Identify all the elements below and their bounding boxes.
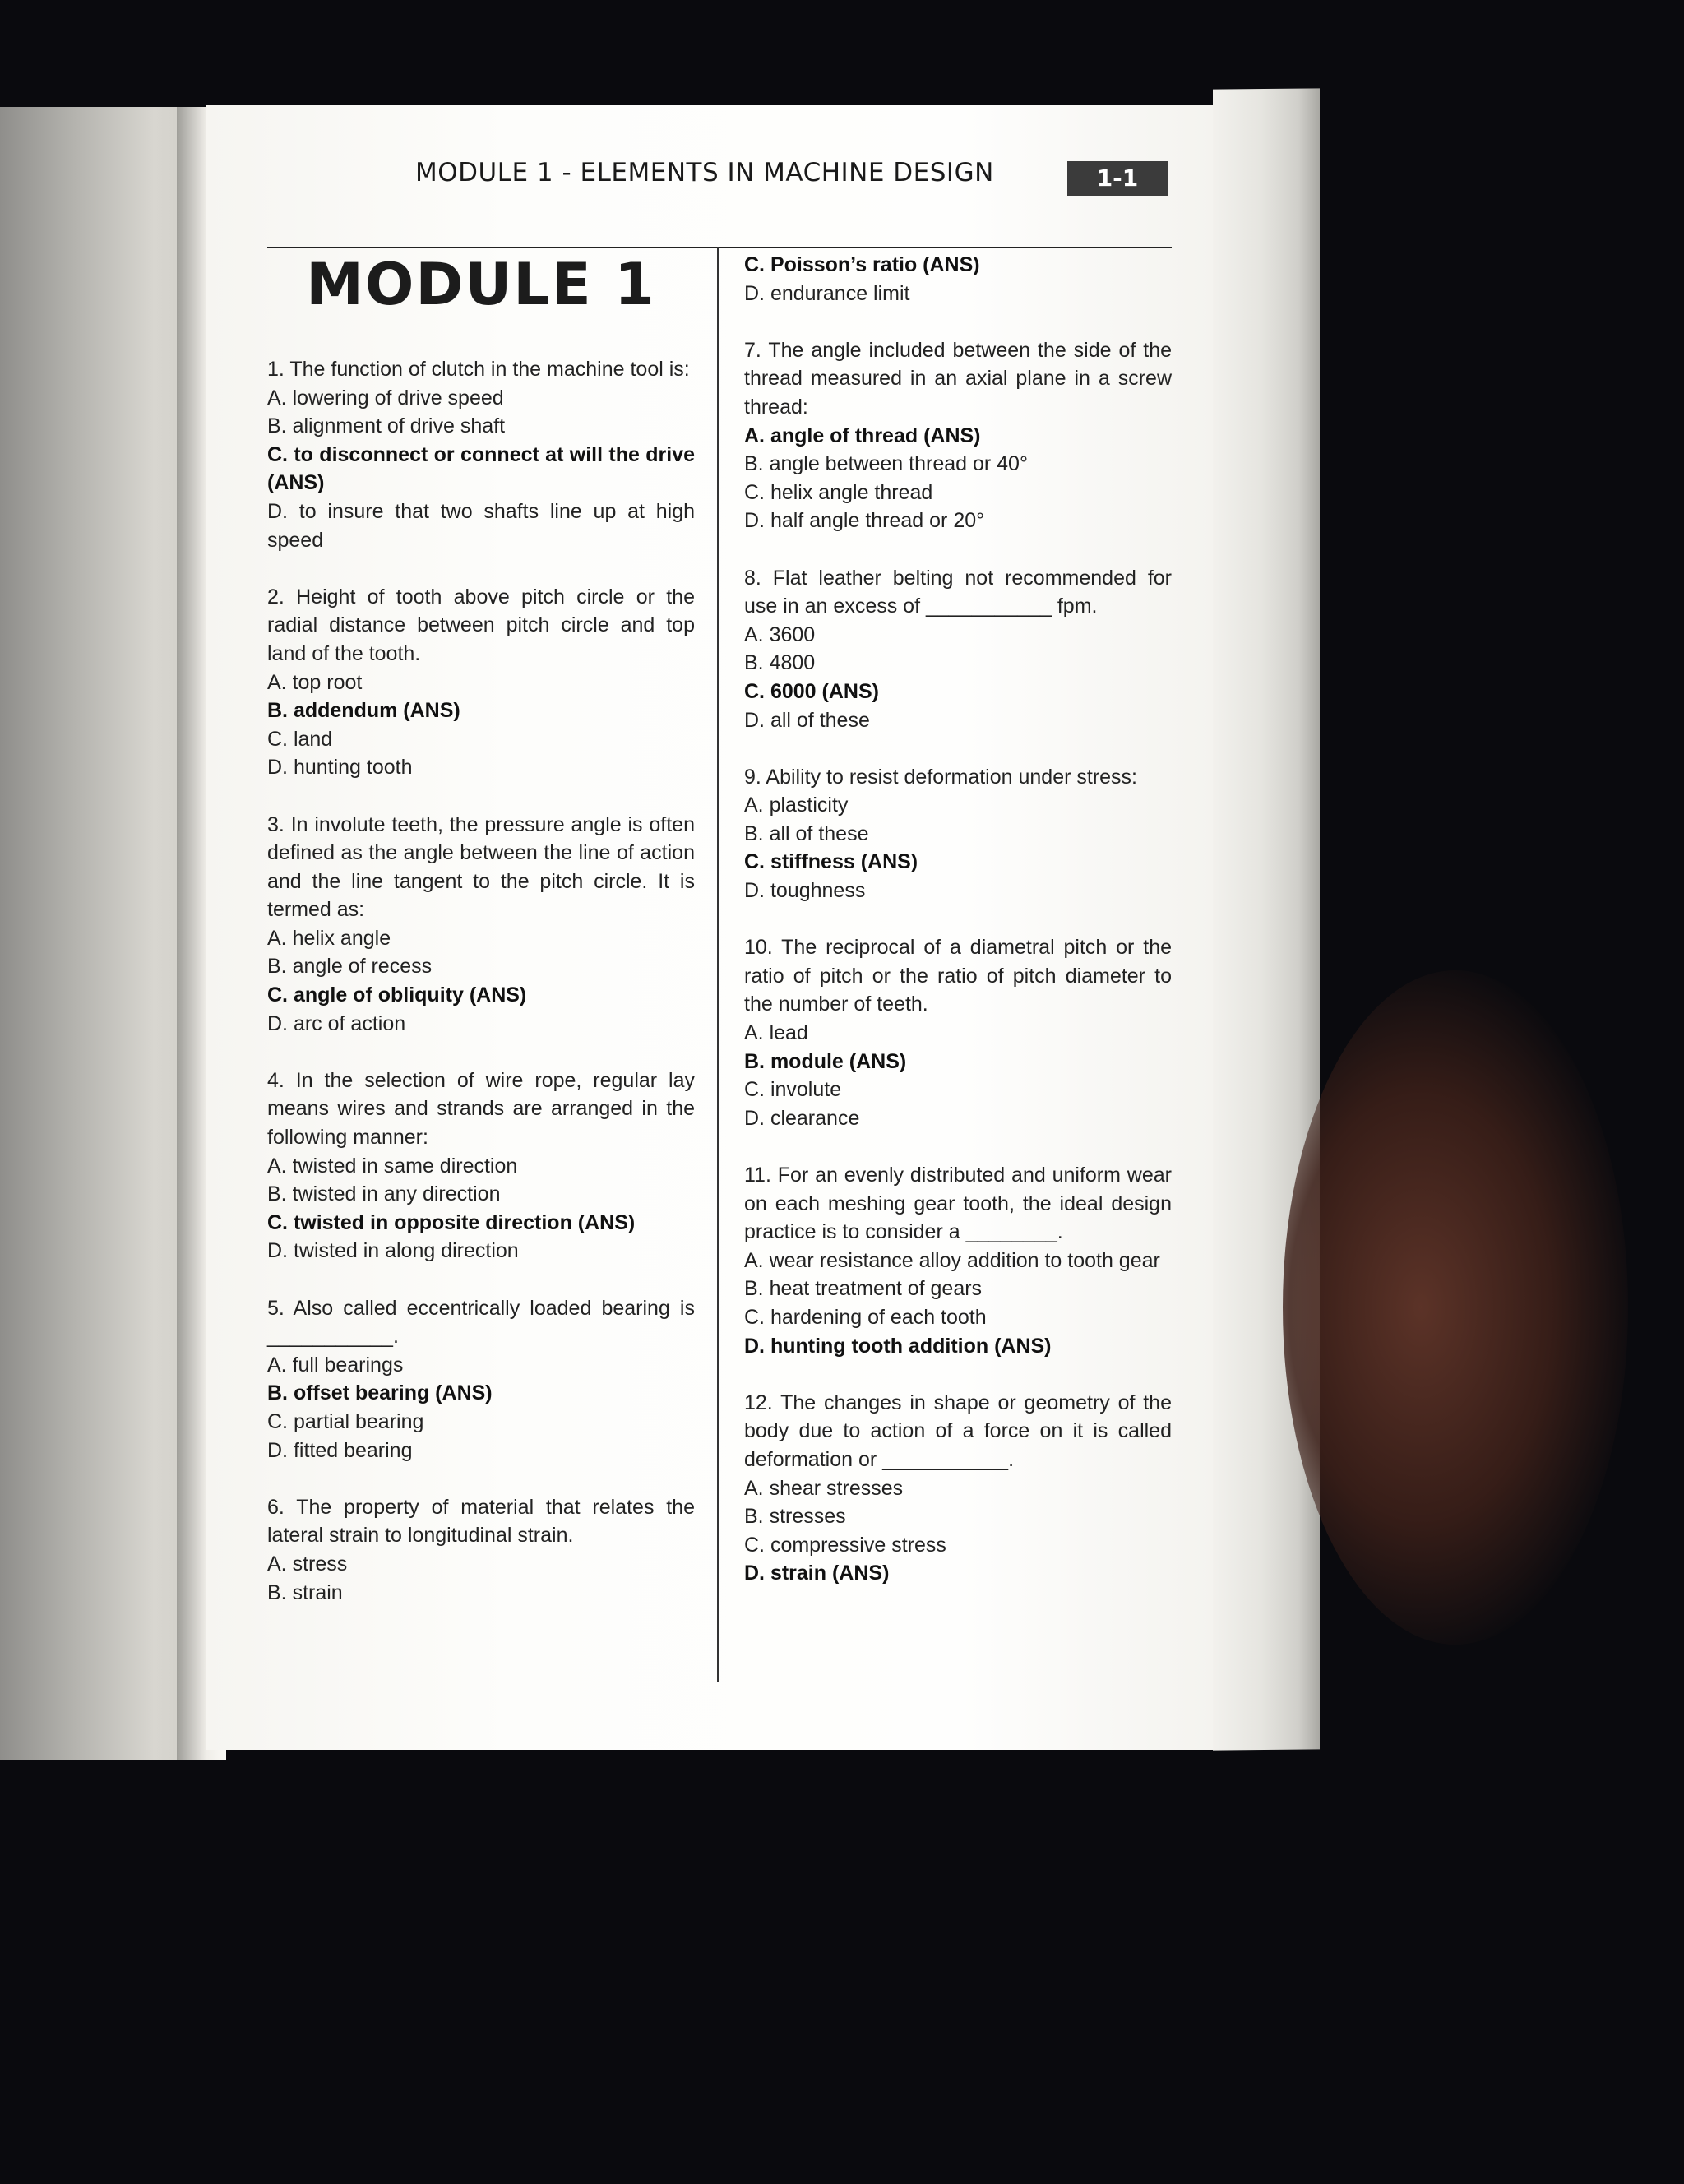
left-question-column xyxy=(267,355,695,1636)
choice-option: B. strain xyxy=(267,1580,343,1604)
answer-choice: B. addendum (ANS) xyxy=(267,699,460,723)
choice-option: D. arc of action xyxy=(267,1011,406,1035)
question-text: 6. The property of material that relates the lateral strain to longitudinal strain. xyxy=(267,1495,695,1548)
choice-option: A. helix angle xyxy=(267,926,391,950)
page-edge-curl xyxy=(1213,88,1320,1750)
question-text: 8. Flat leather belting not recommended for use in an excess of ___________ fpm. xyxy=(744,566,1172,618)
question-block xyxy=(744,933,1172,1132)
question-text: 12. The changes in shape or geometry of the body due to action of a force on it is called deformation or ___________. xyxy=(744,1390,1172,1471)
choice-option: D. all of these xyxy=(744,708,870,732)
choice-option: C. partial bearing xyxy=(267,1409,424,1433)
choice-option: B. stresses xyxy=(744,1505,846,1529)
question-text: 2. Height of tooth above pitch circle or the radial distance between pitch circle and top land of the tooth. xyxy=(267,585,695,665)
answer-choice: B. offset bearing (ANS) xyxy=(267,1381,493,1405)
right-question-column xyxy=(744,251,1172,1617)
question-block xyxy=(267,1493,695,1607)
choice-option: D. twisted in along direction xyxy=(267,1239,519,1263)
question-block xyxy=(744,763,1172,905)
choice-option: D. clearance xyxy=(744,1106,860,1130)
choice-option: A. wear resistance alloy addition to tooth gear xyxy=(744,1248,1160,1272)
answer-choice: C. stiffness (ANS) xyxy=(744,850,918,874)
answer-choice: D. hunting tooth addition (ANS) xyxy=(744,1334,1052,1358)
answer-choice: C. twisted in opposite direction (ANS) xyxy=(267,1210,636,1234)
choice-option: A. full bearings xyxy=(267,1353,404,1377)
choice-option: C. involute xyxy=(744,1078,842,1102)
question-block xyxy=(267,355,695,554)
question-block xyxy=(744,1161,1172,1360)
page-number-badge: 1-1 xyxy=(1067,161,1168,196)
choice-option: B. angle of recess xyxy=(267,955,433,979)
choice-option: B. twisted in any direction xyxy=(267,1182,501,1206)
column-divider xyxy=(717,247,719,1682)
question-text: 10. The reciprocal of a diametral pitch or the ratio of pitch or the ratio of pitch diameter to the number of teeth. xyxy=(744,936,1172,1016)
header-rule xyxy=(267,247,1172,248)
choice-option: C. land xyxy=(267,727,333,751)
choice-option: C. hardening of each tooth xyxy=(744,1305,987,1329)
choice-option: B. heat treatment of gears xyxy=(744,1277,983,1301)
question-text: 7. The angle included between the side of the thread measured in an axial plane in a screw thread: xyxy=(744,338,1172,419)
right-question-list xyxy=(744,336,1172,1588)
question-text: 1. The function of clutch in the machine tool is: xyxy=(267,358,690,381)
answer-choice: B. module (ANS) xyxy=(744,1049,907,1073)
choice-option: D. endurance limit xyxy=(744,281,910,305)
choice-option: B. angle between thread or 40° xyxy=(744,452,1028,476)
choice-option: C. compressive stress xyxy=(744,1533,946,1557)
question-text: 3. In involute teeth, the pressure angle is often defined as the angle between the line of action and the line tangent to the pitch circle. It is termed as: xyxy=(267,812,695,922)
answer-choice: C. angle of obliquity (ANS) xyxy=(267,983,527,1007)
choice-option: A. plasticity xyxy=(744,794,849,817)
choice-option: A. twisted in same direction xyxy=(267,1154,518,1178)
question-block xyxy=(267,811,695,1039)
question-block xyxy=(267,1067,695,1266)
question-block xyxy=(744,1389,1172,1588)
answer-choice: C. 6000 (ANS) xyxy=(744,679,879,703)
choice-option: D. fitted bearing xyxy=(267,1438,413,1462)
choice-option: A. stress xyxy=(267,1552,348,1576)
choice-option: D. to insure that two shafts line up at high speed xyxy=(267,499,695,552)
continued-choices xyxy=(744,251,1172,308)
choice-option: A. shear stresses xyxy=(744,1476,904,1500)
module-heading: MODULE 1 xyxy=(306,251,656,318)
answer-choice: A. angle of thread (ANS) xyxy=(744,423,981,447)
choice-option: B. all of these xyxy=(744,821,869,845)
choice-option: B. alignment of drive shaft xyxy=(267,414,506,438)
answer-choice: D. strain (ANS) xyxy=(744,1562,890,1585)
question-text: 9. Ability to resist deformation under stress: xyxy=(744,765,1137,789)
choice-option: C. helix angle thread xyxy=(744,480,933,504)
answer-choice: C. Poisson’s ratio (ANS) xyxy=(744,253,980,276)
left-page-edge xyxy=(0,107,206,1760)
question-block xyxy=(267,583,695,782)
question-block xyxy=(744,336,1172,535)
question-text: 4. In the selection of wire rope, regular lay means wires and strands are arranged in the following manner: xyxy=(267,1068,695,1150)
choice-option: D. toughness xyxy=(744,879,866,903)
choice-option: B. 4800 xyxy=(744,651,816,675)
question-block xyxy=(267,1294,695,1465)
question-block xyxy=(744,564,1172,735)
running-header: MODULE 1 - ELEMENTS IN MACHINE DESIGN xyxy=(415,158,994,187)
choice-option: D. hunting tooth xyxy=(267,756,413,780)
blurred-hand xyxy=(1283,970,1628,1645)
choice-option: A. 3600 xyxy=(744,622,816,646)
choice-option: A. lowering of drive speed xyxy=(267,386,504,410)
choice-option: D. half angle thread or 20° xyxy=(744,509,985,533)
question-text: 5. Also called eccentrically loaded bearing is ___________. xyxy=(267,1296,695,1349)
choice-option: A. top root xyxy=(267,670,363,694)
answer-choice: C. to disconnect or connect at will the drive (ANS) xyxy=(267,442,695,495)
choice-option: A. lead xyxy=(744,1021,808,1045)
question-text: 11. For an evenly distributed and uniform wear on each meshing gear tooth, the ideal design practice is to consider a ________. xyxy=(744,1164,1172,1244)
